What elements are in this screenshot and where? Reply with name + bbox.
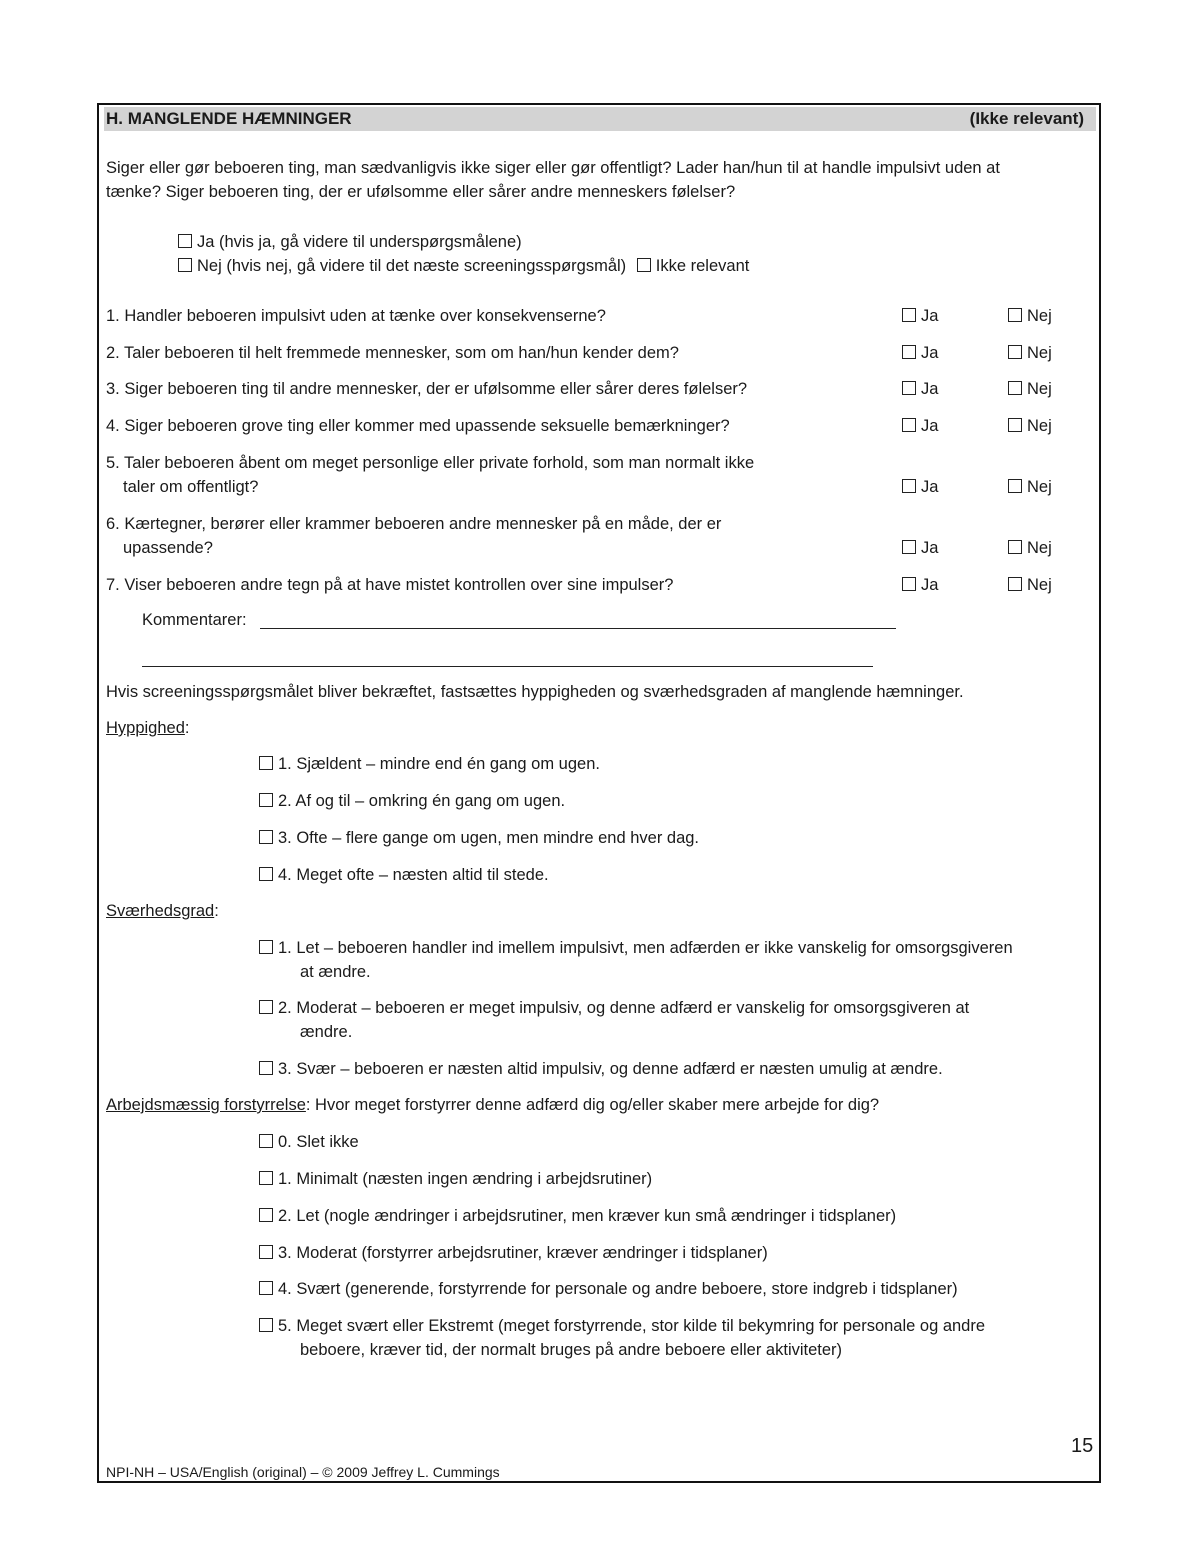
question-4: 4. Siger beboeren grove ting eller kommer med upassende seksuelle bemærkninger? [106,417,730,435]
disruption-option-3[interactable] [259,1241,768,1265]
severity-option-2[interactable] [259,996,969,1020]
yes-label: Ja [921,576,939,594]
footer-text: NPI-NH – USA/English (original) – © 2009 Jeffrey L. Cummings [106,1464,500,1480]
no-label: Nej [1027,307,1052,325]
q1-no[interactable] [1008,304,1052,328]
option-label: 3. Moderat (forstyrrer arbejdsrutiner, kræver ændringer i tidsplaner) [278,1244,768,1262]
screening-yes-label: Ja (hvis ja, gå videre til underspørgsmålene) [197,233,522,251]
disruption-option-1[interactable] [259,1167,652,1191]
q7-yes[interactable] [902,573,938,597]
no-label: Nej [1027,380,1052,398]
no-label: Nej [1027,478,1052,496]
q5-yes[interactable] [902,475,938,499]
checkbox-icon[interactable] [1008,418,1022,432]
severity-option-2-cont: ændre. [300,1023,353,1041]
q6-no[interactable] [1008,536,1052,560]
q2-yes[interactable] [902,341,938,365]
checkbox-icon[interactable] [259,1318,273,1332]
yes-label: Ja [921,539,939,557]
option-label: 4. Meget ofte – næsten altid til stede. [278,866,549,884]
disruption-label: Arbejdsmæssig forstyrrelse [106,1096,306,1114]
question-3: 3. Siger beboeren ting til andre mennesker, der er ufølsomme eller sårer deres følelser? [106,380,748,398]
option-label: 3. Svær – beboeren er næsten altid impulsiv, og denne adfærd er næsten umulig at ændre. [278,1060,943,1078]
option-label: 1. Sjældent – mindre end én gang om ugen. [278,755,600,773]
disruption-option-0[interactable] [259,1130,359,1154]
severity-label: Sværhedsgrad [106,902,215,920]
disruption-question: : Hvor meget forstyrrer denne adfærd dig og/eller skaber mere arbejde for dig? [305,1096,880,1114]
option-label: 3. Ofte – flere gange om ugen, men mindre end hver dag. [278,829,700,847]
yes-label: Ja [921,380,939,398]
frequency-option-3[interactable] [259,826,699,850]
screening-yes-option[interactable] [178,230,522,254]
section-title: H. MANGLENDE HÆMNINGER [106,109,352,128]
confirm-text: Hvis screeningsspørgsmålet bliver bekræftet, fastsættes hyppigheden og sværhedsgraden af manglende hæmninger. [106,683,964,701]
checkbox-icon[interactable] [259,1208,273,1222]
checkbox-icon[interactable] [259,1134,273,1148]
question-6: 6. Kærtegner, berører eller krammer beboeren andre mennesker på en måde, der er [106,515,722,533]
q4-no[interactable] [1008,414,1052,438]
option-label: 2. Let (nogle ændringer i arbejdsrutiner, men kræver kun små ændringer i tidsplaner) [278,1207,897,1225]
checkbox-icon[interactable] [902,577,916,591]
disruption-option-2[interactable] [259,1204,896,1228]
no-label: Nej [1027,344,1052,362]
screening-no-option[interactable] [178,254,749,278]
q3-yes[interactable] [902,377,938,401]
checkbox-icon[interactable] [1008,577,1022,591]
option-label: 1. Let – beboeren handler ind imellem impulsivt, men adfærden er ikke vanskelig for omsorgsgiveren [278,939,1013,957]
checkbox-icon[interactable] [259,830,273,844]
comments-line-2[interactable] [142,666,873,667]
checkbox-icon[interactable] [902,308,916,322]
no-label: Nej [1027,539,1052,557]
section-not-relevant-label: (Ikke relevant) [969,109,1084,128]
q4-yes[interactable] [902,414,938,438]
checkbox-icon[interactable] [902,345,916,359]
screening-not-relevant-label: Ikke relevant [655,257,750,275]
frequency-option-4[interactable] [259,863,549,887]
intro-line-1: Siger eller gør beboeren ting, man sædvanligvis ikke siger eller gør offentligt? Lader han/hun til at handle impulsivt uden at [106,159,1000,177]
checkbox-icon[interactable] [178,234,192,248]
checkbox-icon[interactable] [1008,345,1022,359]
frequency-heading: Hyppighed: [106,719,190,737]
option-label: 4. Svært (generende, forstyrrende for personale og andre beboere, store indgreb i tidsplaner) [278,1280,958,1298]
option-label: 5. Meget svært eller Ekstremt (meget forstyrrende, stor kilde til bekymring for personale og andre [278,1317,986,1335]
checkbox-icon[interactable] [178,258,192,272]
checkbox-icon[interactable] [1008,540,1022,554]
checkbox-icon[interactable] [902,418,916,432]
q2-no[interactable] [1008,341,1052,365]
checkbox-icon[interactable] [259,1281,273,1295]
checkbox-icon[interactable] [259,793,273,807]
question-7: 7. Viser beboeren andre tegn på at have mistet kontrollen over sine impulser? [106,576,674,594]
option-label: 1. Minimalt (næsten ingen ændring i arbejdsrutiner) [278,1170,653,1188]
page-number: 15 [1071,1435,1094,1457]
question-1: 1. Handler beboeren impulsivt uden at tænke over konsekvenserne? [106,307,606,325]
checkbox-icon[interactable] [259,756,273,770]
q5-no[interactable] [1008,475,1052,499]
section-header [104,107,1096,131]
frequency-label: Hyppighed [106,719,185,737]
severity-option-3[interactable] [259,1057,943,1081]
frequency-option-1[interactable] [259,752,600,776]
checkbox-icon[interactable] [902,381,916,395]
checkbox-icon[interactable] [902,479,916,493]
frequency-option-2[interactable] [259,789,565,813]
checkbox-icon[interactable] [1008,479,1022,493]
disruption-option-5-cont: beboere, kræver tid, der normalt bruges på andre beboere eller aktiviteter) [300,1341,843,1359]
no-label: Nej [1027,576,1052,594]
intro-line-2: tænke? Siger beboeren ting, der er ufølsomme eller sårer andre menneskers følelser? [106,183,736,201]
checkbox-icon[interactable] [259,1000,273,1014]
q7-no[interactable] [1008,573,1052,597]
q3-no[interactable] [1008,377,1052,401]
option-label: 0. Slet ikke [278,1133,359,1151]
yes-label: Ja [921,307,939,325]
yes-label: Ja [921,344,939,362]
checkbox-icon[interactable] [259,1245,273,1259]
checkbox-icon[interactable] [902,540,916,554]
comments-line-1[interactable] [260,628,896,629]
disruption-heading [106,1093,879,1117]
checkbox-icon[interactable] [1008,308,1022,322]
severity-option-1[interactable] [259,936,1013,960]
disruption-option-4[interactable] [259,1277,958,1301]
checkbox-icon[interactable] [637,258,651,272]
option-label: 2. Af og til – omkring én gang om ugen. [278,792,566,810]
q1-yes[interactable] [902,304,938,328]
question-6-cont: upassende? [123,539,213,557]
question-5-cont: taler om offentligt? [123,478,259,496]
severity-option-1-cont: at ændre. [300,963,371,981]
q6-yes[interactable] [902,536,938,560]
checkbox-icon[interactable] [259,1171,273,1185]
question-2: 2. Taler beboeren til helt fremmede mennesker, som om han/hun kender dem? [106,344,679,362]
yes-label: Ja [921,478,939,496]
no-label: Nej [1027,417,1052,435]
yes-label: Ja [921,417,939,435]
checkbox-icon[interactable] [259,940,273,954]
checkbox-icon[interactable] [259,867,273,881]
question-5: 5. Taler beboeren åbent om meget personlige eller private forhold, som man normalt ikke [106,454,755,472]
option-label: 2. Moderat – beboeren er meget impulsiv, og denne adfærd er vanskelig for omsorgsgiveren at [278,999,970,1017]
checkbox-icon[interactable] [259,1061,273,1075]
severity-heading: Sværhedsgrad: [106,902,219,920]
checkbox-icon[interactable] [1008,381,1022,395]
disruption-option-5[interactable] [259,1314,985,1338]
screening-no-label: Nej (hvis nej, gå videre til det næste screeningsspørgsmål) [197,257,627,275]
comments-label: Kommentarer: [142,611,247,629]
